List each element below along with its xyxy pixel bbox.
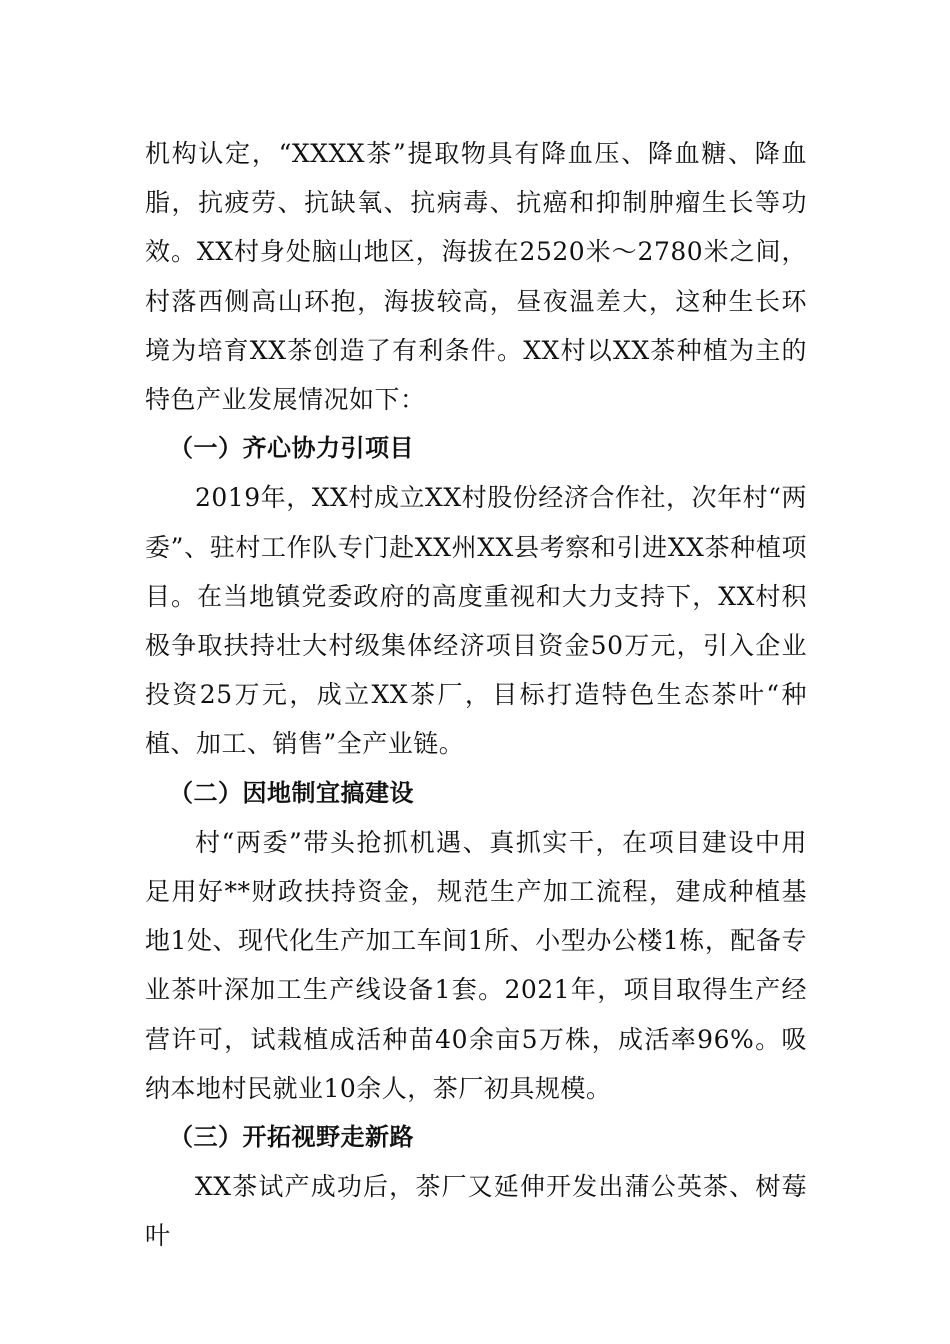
section-heading-1: （一）齐心协力引项目 (169, 434, 414, 463)
document-page (145, 129, 807, 1261)
body-paragraph-section-2: 村“两委”带头抢抓机遇、真抓实干，在项目建设中用足用好**财政扶持资金，规范生产加工流程，建成种植基地1处、现代化生产加工车间1所、小型办公楼1栋，配备专业茶叶深加工生产线设备1套。2021年，项目取得生产经营许可，试栽植成活种苗40余亩5万株，成活率96%。吸纳本地村民就业10余人，茶厂初具规模。 (145, 827, 807, 1103)
section-heading-2: （二）因地制宜搞建设 (169, 778, 414, 807)
section-heading-3: （三）开拓视野走新路 (169, 1123, 414, 1152)
body-paragraph-section-1: 2019年，XX村成立XX村股份经济合作社，次年村“两委”、驻村工作队专门赴XX州XX县考察和引进XX茶种植项目。在当地镇党委政府的高度重视和大力支持下，XX村积极争取扶持壮大村级集体经济项目资金50万元，引入企业投资25万元，成立XX茶厂，目标打造特色生态茶叶“种植、加工、销售”全产业链。 (145, 483, 807, 759)
body-paragraph-section-3: XX茶试产成功后，茶厂又延伸开发出蒲公英茶、树莓叶 (145, 1172, 807, 1251)
body-paragraph-intro-continuation: 机构认定，“XXXX茶”提取物具有降血压、降血糖、降血脂，抗疲劳、抗缺氧、抗病毒、抗癌和抑制肿瘤生长等功效。XX村身处脑山地区，海拔在2520米～2780米之间，村落西侧高山环抱，海拔较高，昼夜温差大，这种生长环境为培育XX茶创造了有利条件。XX村以XX茶种植为主的特色产业发展情况如下： (145, 139, 807, 415)
